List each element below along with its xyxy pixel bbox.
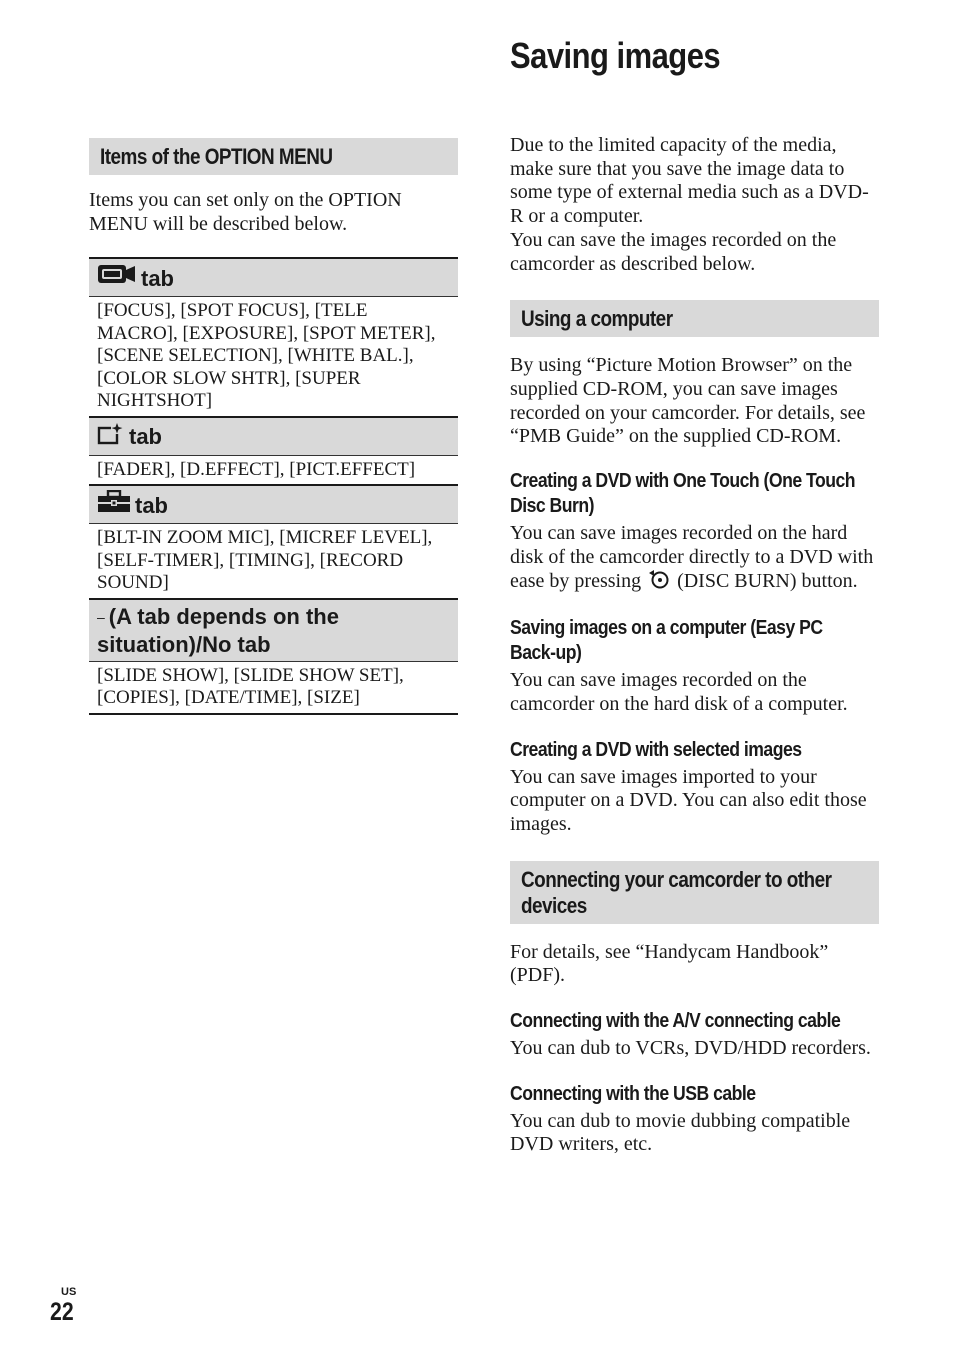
camera-tab-header bbox=[89, 259, 458, 297]
page-number bbox=[50, 1286, 78, 1326]
page-region: US bbox=[61, 1286, 77, 1298]
av-cable-section bbox=[510, 1008, 879, 1061]
option-menu-heading bbox=[89, 138, 458, 175]
toolbox-tab-label: tab bbox=[135, 492, 168, 518]
usb-cable-title: Connecting with the USB cable bbox=[510, 1081, 756, 1105]
page-number-value: 22 bbox=[50, 1298, 74, 1326]
connecting-devices-heading-2: devices bbox=[521, 892, 587, 918]
no-tab-label: (A tab depends on the situation)/No tab bbox=[97, 603, 339, 657]
one-touch-text-after: (DISC BURN) button. bbox=[677, 570, 858, 593]
easy-pc-backup bbox=[510, 615, 879, 716]
right-column bbox=[510, 134, 879, 1157]
using-computer-text: By using “Picture Motion Browser” on the supplied CD-ROM, you can save images recorded on your camcorder. For details, see “PMB Guide” on the supplied CD-ROM. bbox=[510, 354, 866, 448]
using-computer-heading-text: Using a computer bbox=[521, 306, 673, 332]
dash-icon: – bbox=[97, 608, 105, 625]
one-touch-disc-burn bbox=[510, 468, 879, 596]
connecting-devices-text: For details, see “Handycam Handbook” (PDF). bbox=[510, 940, 829, 987]
easy-pc-title-1: Saving images on a computer (Easy PC bbox=[510, 616, 823, 640]
option-menu-heading-text: Items of the OPTION MENU bbox=[100, 144, 333, 169]
picture-effect-icon bbox=[97, 422, 125, 453]
camera-icon bbox=[97, 263, 137, 294]
using-computer-heading bbox=[510, 300, 879, 337]
left-column bbox=[89, 138, 458, 715]
option-menu-intro: Items you can set only on the OPTION MENU will be described below. bbox=[89, 189, 402, 235]
easy-pc-title-2: Back-up) bbox=[510, 641, 582, 665]
av-cable-title: Connecting with the A/V connecting cable bbox=[510, 1009, 841, 1033]
toolbox-tab-header bbox=[89, 486, 458, 524]
connecting-devices-heading-1: Connecting your camcorder to other bbox=[521, 866, 832, 892]
easy-pc-text: You can save images recorded on the camcorder on the hard disk of a computer. bbox=[510, 669, 848, 715]
one-touch-title-1: Creating a DVD with One Touch (One Touch bbox=[510, 469, 856, 493]
dvd-selected-images bbox=[510, 737, 879, 837]
picture-effect-tab-label: tab bbox=[129, 424, 162, 450]
connecting-devices-heading bbox=[510, 861, 879, 924]
picture-effect-tab-items: [FADER], [D.EFFECT], [PICT.EFFECT] bbox=[89, 456, 458, 487]
one-touch-title-2: Disc Burn) bbox=[510, 494, 594, 518]
usb-cable-text: You can dub to movie dubbing compatible DVD writers, etc. bbox=[510, 1109, 851, 1156]
picture-effect-tab-header bbox=[89, 418, 458, 456]
page-title: Saving images bbox=[510, 35, 721, 76]
dvd-selected-title: Creating a DVD with selected images bbox=[510, 737, 802, 761]
option-menu-table bbox=[89, 257, 458, 715]
camera-tab-items: [FOCUS], [SPOT FOCUS], [TELE MACRO], [EXPOSURE], [SPOT METER], [SCENE SELECTION], [WHITE BAL.], [COLOR SLOW SHTR], [SUPER NIGHTSHOT] bbox=[89, 297, 458, 418]
toolbox-tab-items: [BLT-IN ZOOM MIC], [MICREF LEVEL], [SELF-TIMER], [TIMING], [RECORD SOUND] bbox=[89, 524, 458, 600]
saving-intro-2: You can save the images recorded on the camcorder as described below. bbox=[510, 228, 837, 275]
saving-intro-1: Due to the limited capacity of the media, make sure that you save the image data to some type of external media such as a DVD-R or a computer. bbox=[510, 134, 869, 228]
toolbox-icon bbox=[97, 490, 131, 521]
no-tab-header bbox=[89, 600, 458, 662]
one-touch-text bbox=[510, 522, 879, 596]
disc-burn-icon bbox=[648, 569, 670, 596]
no-tab-items: [SLIDE SHOW], [SLIDE SHOW SET], [COPIES], [DATE/TIME], [SIZE] bbox=[89, 662, 458, 715]
usb-cable-section bbox=[510, 1081, 879, 1157]
dvd-selected-text: You can save images imported to your computer on a DVD. You can also edit those images. bbox=[510, 765, 867, 835]
camera-tab-label: tab bbox=[141, 265, 174, 291]
one-touch-text-before: You can save images recorded on the hard disk of the camcorder directly to a DVD with ease by pressing bbox=[510, 522, 874, 593]
av-cable-text: You can dub to VCRs, DVD/HDD recorders. bbox=[510, 1037, 871, 1060]
